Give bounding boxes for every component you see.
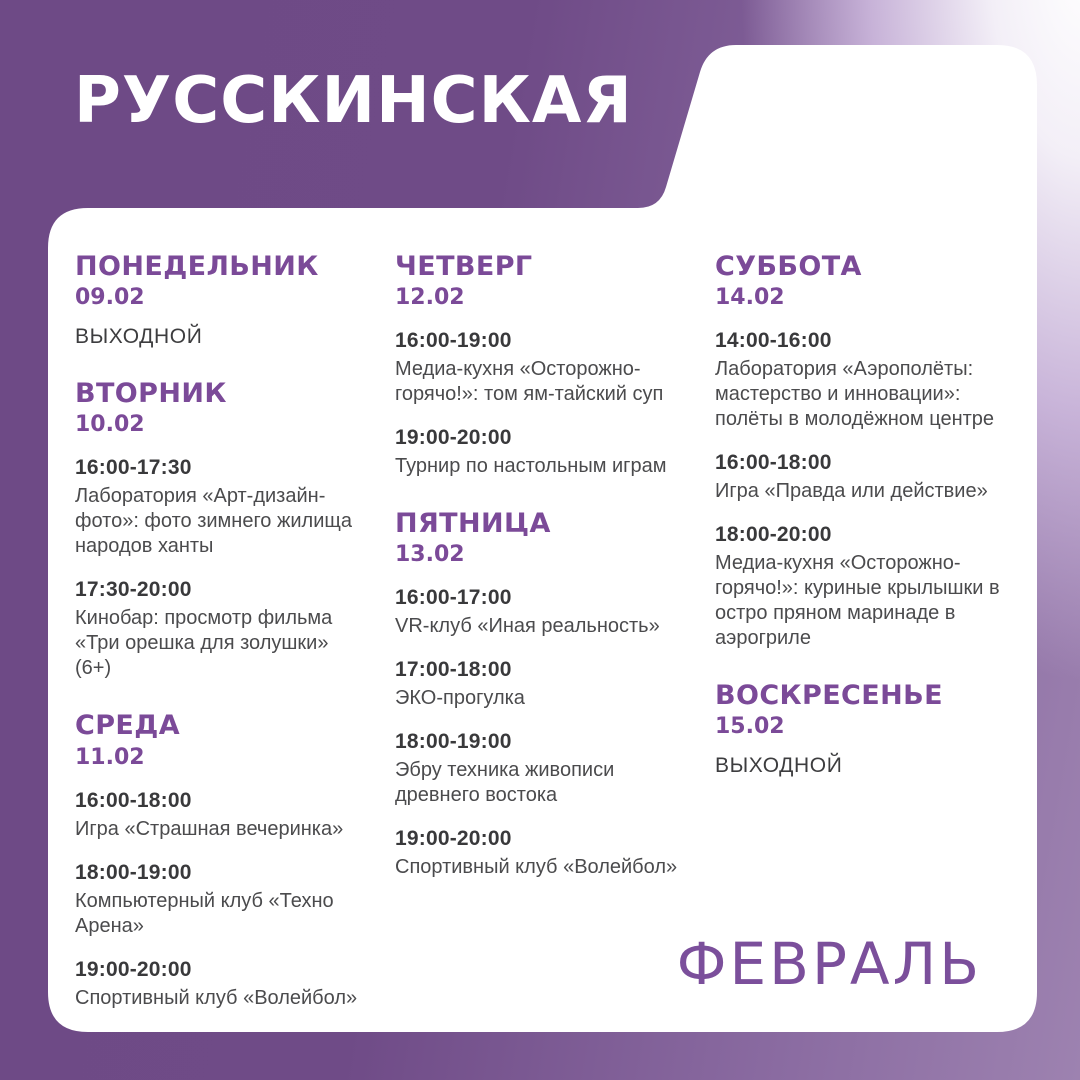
- event-description: Эбру техника живописи древнего востока: [395, 759, 615, 807]
- day-off-label: ВЫХОДНОЙ: [75, 325, 203, 349]
- day-section: [75, 252, 369, 349]
- event-time: 18:00-19:00: [395, 730, 512, 754]
- event-item: [395, 329, 689, 407]
- event-item: [75, 578, 369, 681]
- event-item: [395, 658, 689, 711]
- schedule-grid: [75, 252, 1009, 1011]
- event-time: 17:00-18:00: [395, 658, 512, 682]
- day-name: ВОСКРЕСЕНЬЕ: [715, 680, 943, 712]
- day-date: 11.02: [75, 744, 145, 770]
- schedule-column: [395, 252, 689, 1011]
- day-section: [395, 509, 689, 880]
- day-date: 12.02: [395, 285, 465, 311]
- day-date: 13.02: [395, 542, 465, 568]
- day-section: [75, 711, 369, 1010]
- event-description: Турнир по настольным играм: [395, 455, 667, 478]
- event-item: [715, 523, 1009, 651]
- event-item: [75, 456, 369, 559]
- event-description: Лаборатория «Арт-дизайн-фото»: фото зимнего жилища народов ханты: [75, 485, 352, 558]
- event-item: [395, 426, 689, 479]
- day-name: ПОНЕДЕЛЬНИК: [75, 251, 319, 282]
- day-date: 10.02: [75, 412, 145, 438]
- event-item: [715, 329, 1009, 432]
- event-description: VR-клуб «Иная реальность»: [395, 615, 660, 638]
- poster-title: РУССКИНСКАЯ: [74, 64, 633, 138]
- event-description: Лаборатория «Аэрополёты: мастерство и инновации»: полёты в молодёжном центре: [715, 358, 995, 431]
- day-date: 15.02: [715, 714, 785, 740]
- event-time: 16:00-18:00: [75, 788, 192, 812]
- day-date: 14.02: [715, 285, 785, 311]
- event-description: Медиа-кухня «Осторожно-горячо!»: куриные крылышки в остро пряном маринаде в аэрогриле: [715, 552, 1000, 650]
- schedule-column: [715, 252, 1009, 1011]
- event-description: Игра «Страшная вечеринка»: [75, 817, 344, 840]
- day-section: [715, 681, 1009, 778]
- event-time: 17:30-20:00: [75, 578, 192, 602]
- event-item: [75, 958, 369, 1011]
- event-description: Игра «Правда или действие»: [715, 480, 988, 503]
- event-time: 19:00-20:00: [395, 827, 512, 851]
- day-section: [715, 252, 1009, 651]
- event-time: 18:00-19:00: [75, 860, 192, 884]
- event-time: 16:00-19:00: [395, 329, 512, 353]
- event-time: 16:00-17:00: [395, 586, 512, 610]
- day-section: [395, 252, 689, 479]
- event-description: ЭКО-прогулка: [395, 687, 525, 710]
- day-name: ВТОРНИК: [75, 378, 227, 410]
- event-time: 14:00-16:00: [715, 329, 832, 353]
- schedule-column: [75, 252, 369, 1011]
- event-time: 19:00-20:00: [75, 957, 192, 981]
- event-description: Кинобар: просмотр фильма «Три орешка для золушки» (6+): [75, 607, 333, 680]
- event-time: 19:00-20:00: [395, 426, 512, 450]
- month-label: ФЕВРАЛЬ: [676, 930, 982, 998]
- event-description: Спортивный клуб «Волейбол»: [75, 986, 358, 1009]
- event-time: 16:00-17:30: [75, 456, 192, 480]
- day-date: 09.02: [75, 285, 145, 311]
- day-name: СУББОТА: [715, 251, 862, 282]
- event-description: Компьютерный клуб «Техно Арена»: [75, 889, 334, 937]
- event-item: [75, 861, 369, 939]
- event-item: [715, 451, 1009, 504]
- event-description: Медиа-кухня «Осторожно-горячо!»: том ям-тайский суп: [395, 358, 664, 406]
- day-section: [75, 379, 369, 681]
- event-description: Спортивный клуб «Волейбол»: [395, 856, 678, 879]
- day-name: ЧЕТВЕРГ: [395, 251, 533, 282]
- event-item: [75, 789, 369, 842]
- day-name: ПЯТНИЦА: [395, 508, 551, 540]
- event-item: [395, 586, 689, 639]
- event-time: 16:00-18:00: [715, 451, 832, 475]
- event-item: [395, 730, 689, 808]
- event-time: 18:00-20:00: [715, 523, 832, 547]
- event-item: [395, 827, 689, 880]
- day-name: СРЕДА: [75, 710, 180, 742]
- day-off-label: ВЫХОДНОЙ: [715, 754, 843, 778]
